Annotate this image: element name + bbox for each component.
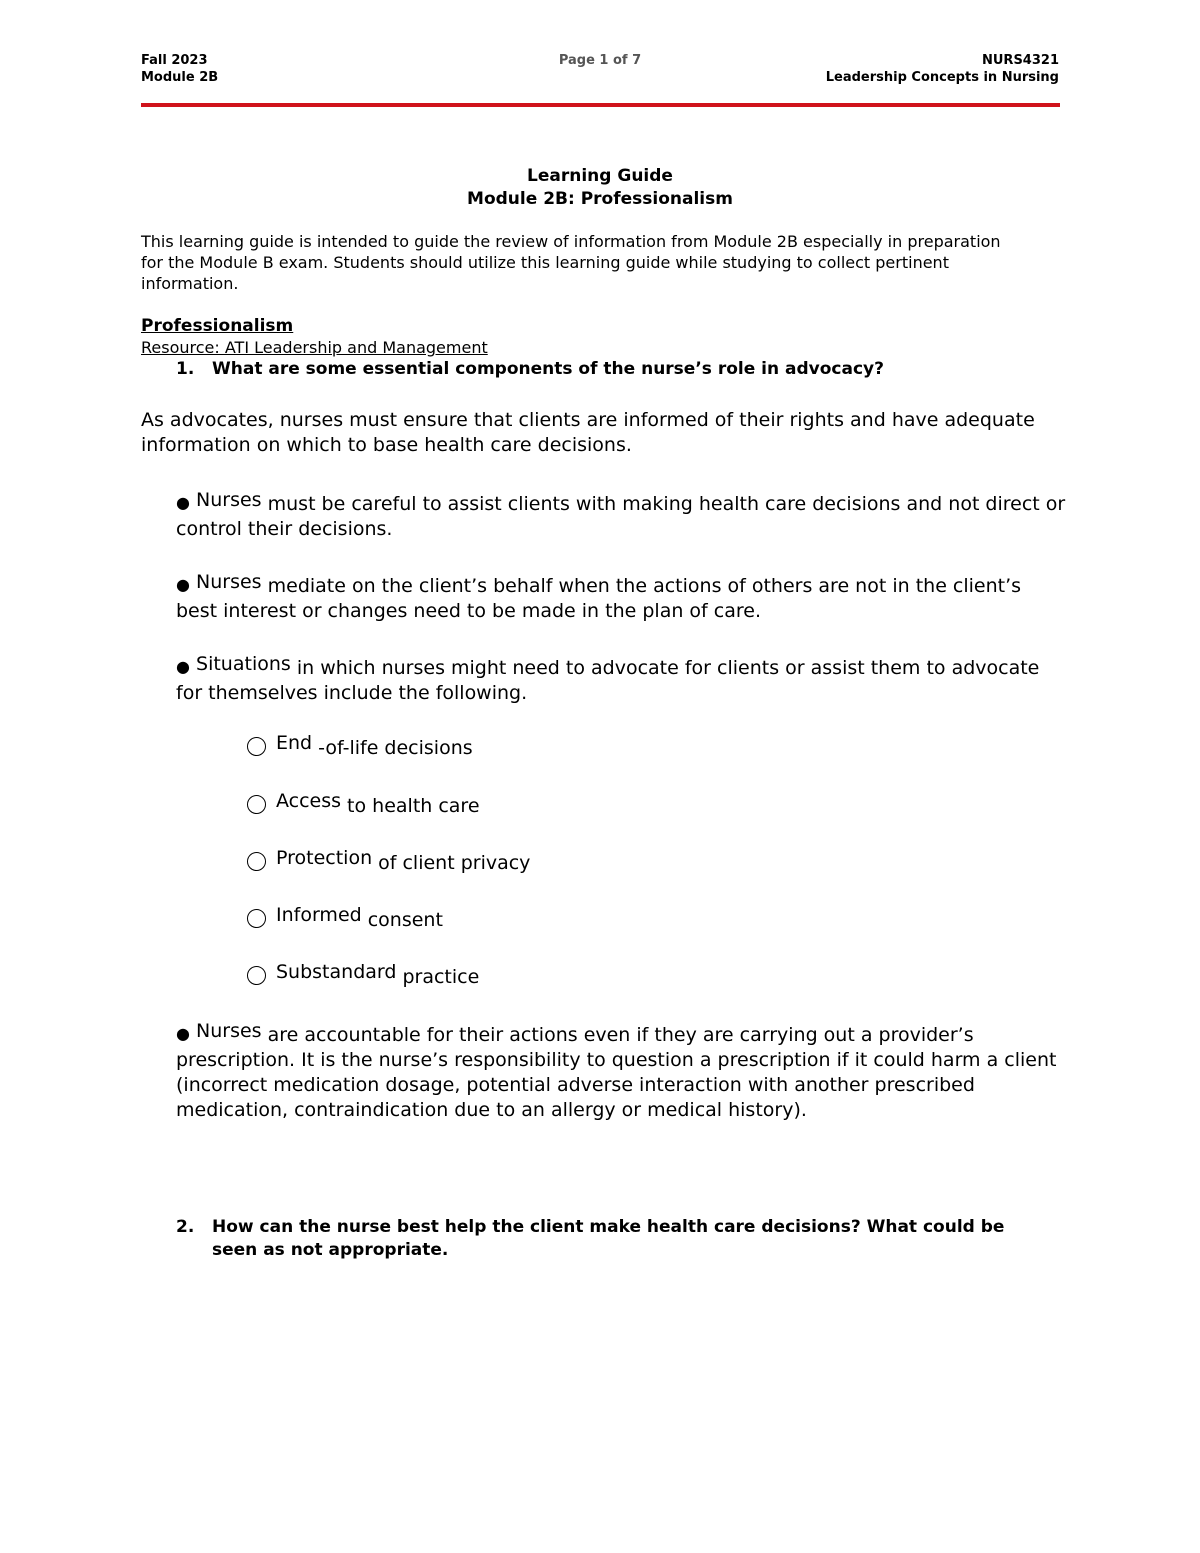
header-right (826, 52, 1059, 86)
section-heading: Professionalism (141, 316, 294, 336)
sub-item-text: practice (402, 966, 480, 988)
bullet-lead: Situations (196, 653, 291, 675)
bullet-dot-icon: ● (176, 1024, 190, 1043)
sub-list-item (247, 906, 443, 931)
sub-list-item (247, 849, 530, 874)
header-module: Module 2B (141, 70, 219, 85)
circle-bullet-icon (247, 852, 266, 871)
sub-item-lead: Informed (276, 904, 362, 926)
question-1 (141, 358, 1042, 381)
header-page-number: Page 1 of 7 (558, 53, 642, 68)
bullet-text: mediate on the client’s behalf when the actions of others are not in the client’s best interest or changes need to be made in the plan of care. (176, 575, 1022, 622)
header-course-name: Leadership Concepts in Nursing (825, 70, 1059, 85)
sub-item-text: of client privacy (378, 852, 531, 874)
bullet-item (176, 654, 1066, 706)
bullet-item (176, 572, 1066, 624)
bullet-text: in which nurses might need to advocate for clients or assist them to advocate for themselves include the following. (176, 657, 1040, 704)
bullet-dot-icon: ● (176, 575, 190, 594)
header-course-code: NURS4321 (982, 53, 1059, 68)
title-line-2: Module 2B: Professionalism (467, 189, 733, 209)
bullet-dot-icon: ● (176, 657, 190, 676)
answer-lead-paragraph: As advocates, nurses must ensure that clients are informed of their rights and have adequate information on which to base health care decisions. (141, 409, 1035, 456)
title-line-1: Learning Guide (527, 166, 673, 186)
question-number: 1. (176, 359, 195, 379)
sub-item-text: to health care (347, 795, 480, 817)
sub-item-text: -of-life decisions (318, 737, 473, 759)
sub-list-item (247, 792, 480, 817)
circle-bullet-icon (247, 909, 266, 928)
document-title (0, 165, 1200, 211)
question-number: 2. (176, 1217, 195, 1237)
sub-item-lead: Protection (276, 847, 373, 869)
bullet-lead: Nurses (196, 571, 262, 593)
bullet-lead: Nurses (196, 489, 262, 511)
question-2 (141, 1216, 1042, 1262)
header-term: Fall 2023 (141, 53, 208, 68)
intro-paragraph: This learning guide is intended to guide the review of information from Module 2B especially in preparation for the Module B exam. Students should utilize this learning guide while studying to collect pertinent information. (141, 232, 1001, 293)
sub-item-lead: Access (276, 790, 342, 812)
sub-list-item (247, 963, 479, 988)
header-divider (141, 103, 1060, 107)
bullet-item (176, 490, 1066, 542)
bullet-item (176, 1021, 1066, 1123)
circle-bullet-icon (247, 966, 266, 985)
sub-item-lead: End (276, 732, 313, 754)
question-text: How can the nurse best help the client make health care decisions? What could be seen as not appropriate. (212, 1217, 1005, 1260)
question-text: What are some essential components of the nurse’s role in advocacy? (212, 359, 884, 379)
sub-list-item (247, 734, 473, 759)
bullet-text: must be careful to assist clients with making health care decisions and not direct or control their decisions. (176, 493, 1066, 540)
bullet-lead: Nurses (196, 1020, 262, 1042)
sub-item-lead: Substandard (276, 961, 397, 983)
bullet-text: are accountable for their actions even if they are carrying out a provider’s prescription. It is the nurse’s responsibility to question a prescription if it could harm a client (incorrect medication dosage, potential adverse interaction with another prescribed medication, contraindication due to an allergy or medical history). (176, 1024, 1057, 1121)
bullet-dot-icon: ● (176, 493, 190, 512)
circle-bullet-icon (247, 795, 266, 814)
circle-bullet-icon (247, 737, 266, 756)
resource-line: Resource: ATI Leadership and Management (141, 338, 488, 357)
sub-item-text: consent (367, 909, 443, 931)
